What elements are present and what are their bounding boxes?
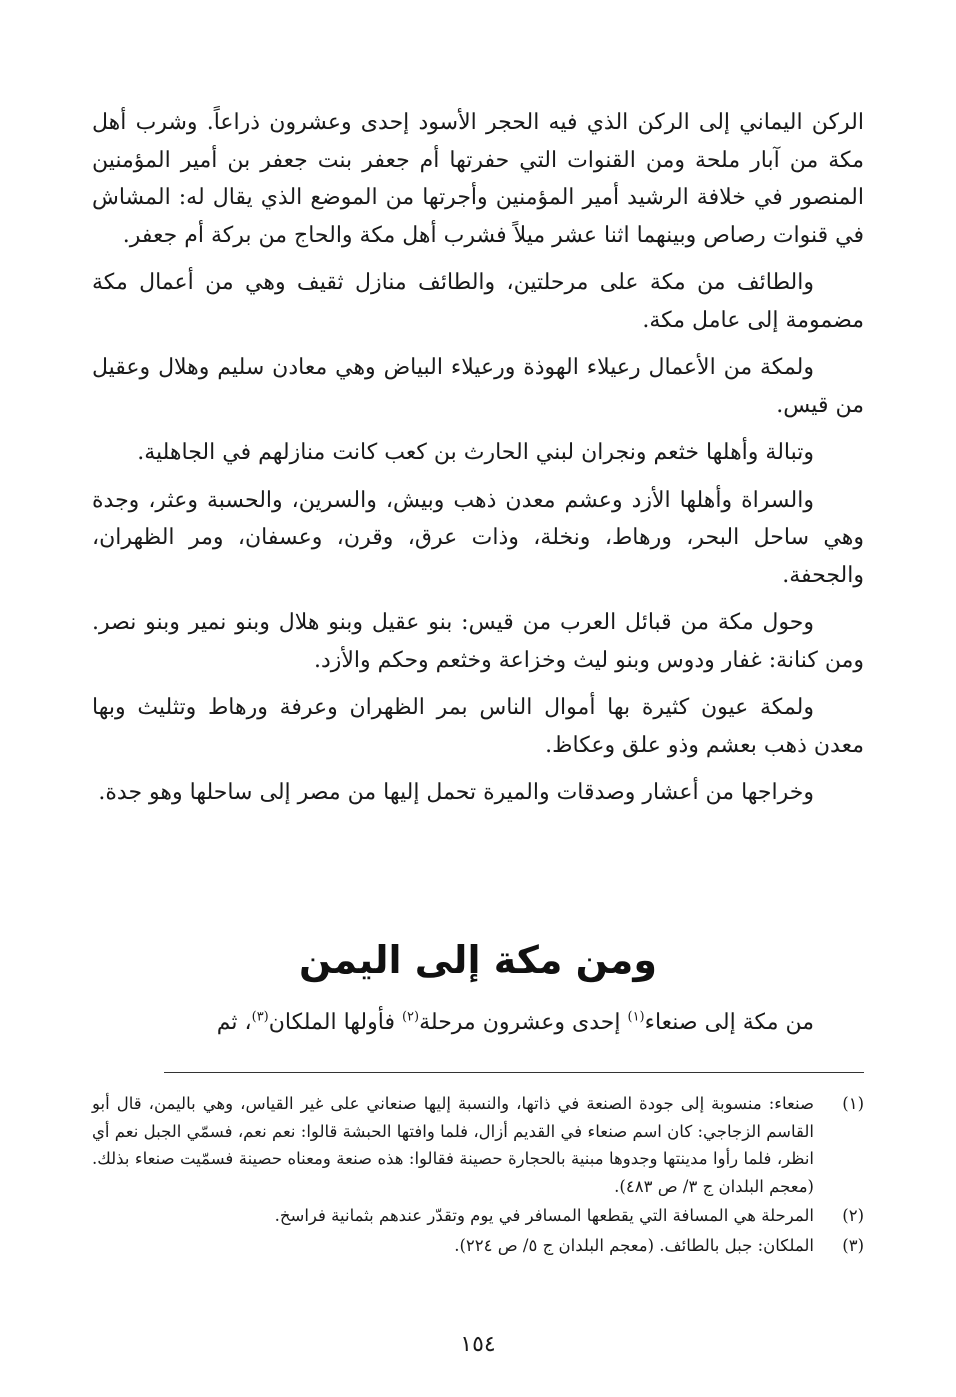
paragraph-1: الركن اليماني إلى الركن الذي فيه الحجر الأسود إحدى وعشرون ذراعاً. وشرب أهل مكة من آبار ملحة ومن القنوات التي حفرتها أم جعفر بنت جعفر بن أمير المؤمنين المنصور في خلافة الرشيد أمير المؤمنين وأجرتها من الموضع الذي يقال له: المشاش في قنوات رصاص وبينهما اثنا عشر ميلاً فشرب أهل مكة والحاج من بركة أم جعفر.: [92, 110, 864, 248]
footnote-text: صنعاء: منسوبة إلى جودة الصنعة في ذاتها، والنسبة إليها صنعاني على غير القياس، وهي باليمن، قال أبو القاسم الزجاجي: كان اسم صنعاء في القديم أزال، فلما وافتها الحبشة قالوا: نعم نعم، فسمّي الجبل نعم أي انظر، فلما رأوا مدينتها وجدوها مبنية بالحجارة حصينة فقالوا: هذه صنعة ومعناه حصينة فسمّيت صنعاء بذلك. (معجم البلدان ج ٣/ ص ٤٨٣).: [92, 1094, 814, 1196]
section-text-part: ، ثم: [216, 1010, 252, 1035]
section-heading: ومن مكة إلى اليمن: [299, 938, 657, 982]
section-text-part: فأولها الملكان: [268, 1010, 395, 1035]
paragraph-7: ولمكة عيون كثيرة بها أموال الناس بمر الظهران وعرفة ورهاط وتثليث وبها معدن ذهب بعشم وذو علق وعكاظ.: [92, 695, 864, 758]
paragraph-8: وخراجها من أعشار وصدقات والميرة تحمل إليها من مصر إلى ساحلها وهو جدة.: [98, 780, 814, 805]
paragraph-5: والسراة وأهلها الأزد وعشم معدن ذهب وبيش، والسرين، والحسبة وعثر، وجدة وهي ساحل البحر، ورهاط، ونخلة، وذات عرق، وقرن، وعسفان، ومر الظهران، والجحفة.: [92, 487, 864, 588]
footnote-number: (٣): [842, 1235, 864, 1255]
footnote: [92, 1232, 864, 1260]
footnote-divider: [164, 1072, 864, 1073]
footnote: [92, 1090, 864, 1200]
paragraph-6: وحول مكة من قبائل العرب من قيس: بنو عقيل وبنو هلال وبنو نمير وبنو نصر. ومن كنانة: غفار ودوس وبنو ليث وخزاعة وخثعم وحكم والأزد.: [92, 610, 864, 673]
footnote: [92, 1202, 864, 1230]
footnote-text: الملكان: جبل بالطائف. (معجم البلدان ج ٥/ ص ٢٢٤).: [454, 1235, 814, 1255]
page-number: ١٥٤: [460, 1332, 496, 1357]
section-paragraph: [92, 1004, 864, 1041]
footnote-ref-2[interactable]: (٢): [401, 1009, 420, 1025]
paragraph-4: وتبالة وأهلها خثعم ونجران لبني الحارث بن كعب كانت منازلهم في الجاهلية.: [137, 440, 814, 465]
footnote-number: (٢): [842, 1206, 864, 1225]
paragraph-3: ولمكة من الأعمال رعيلاء الهوذة ورعيلاء البياض وهي معادن سليم وهلال وعقيل من قيس.: [92, 355, 864, 418]
section-text-part: من مكة إلى صنعاء: [644, 1010, 814, 1035]
footnotes: [92, 1090, 864, 1261]
section-text-part: إحدى وعشرون مرحلة: [419, 1010, 621, 1035]
footnote-number: (١): [842, 1094, 864, 1113]
paragraph-2: والطائف من مكة على مرحلتين، والطائف منازل ثقيف وهي من أعمال مكة مضمومة إلى عامل مكة.: [92, 270, 864, 333]
footnote-ref-1[interactable]: (١): [627, 1009, 645, 1025]
main-text: [92, 104, 864, 822]
footnote-ref-3[interactable]: (٣): [251, 1009, 269, 1025]
footnote-text: المرحلة هي المسافة التي يقطعها المسافر في يوم وتقدّر عندهم بثمانية فراسخ.: [274, 1206, 814, 1225]
